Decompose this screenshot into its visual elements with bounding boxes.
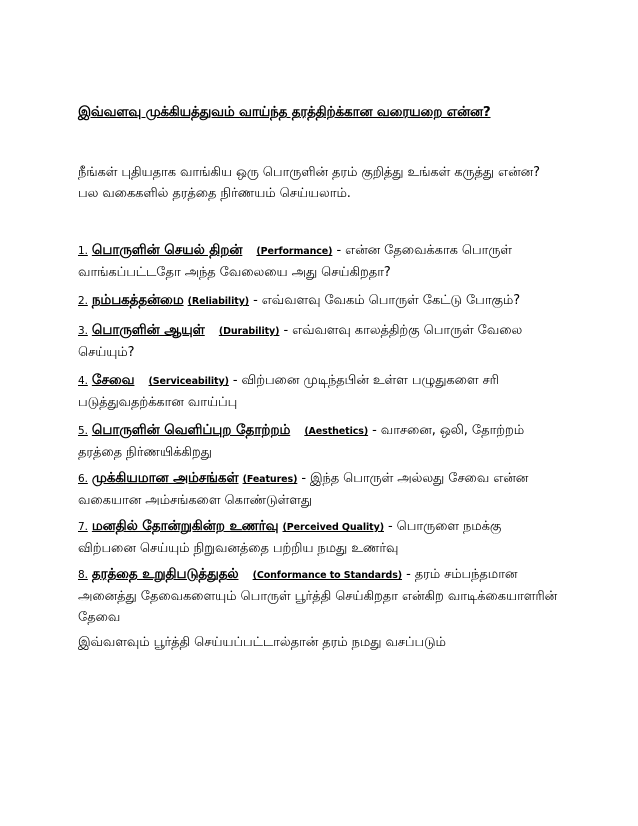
item-number: 3. — [78, 325, 88, 337]
item-separator: - — [336, 243, 342, 258]
item-english-term: (Reliability) — [187, 296, 250, 307]
list-item-conformance — [78, 564, 560, 628]
item-description: பொருளை நமக்கு விற்பனை செய்யும் நிறுவனத்தை பற்றிய நமது உணர்வு — [78, 519, 502, 556]
item-description: எவ்வளவு வேகம் பொருள் கேட்டு போகும்? — [261, 293, 521, 308]
item-number: 1. — [78, 245, 88, 257]
item-heading: முக்கியமான அம்சங்கள் — [91, 470, 239, 486]
item-english-term: (Aesthetics) — [304, 426, 369, 437]
list-item-durability — [78, 320, 560, 363]
list-item-features — [78, 468, 560, 511]
page-title: இவ்வளவு முக்கியத்துவம் வாய்ந்த தரத்திற்க்கான வரையறை என்ன? — [78, 104, 491, 120]
item-english-term: (Perceived Quality) — [282, 522, 384, 533]
closing-paragraph: இவ்வளவும் பூர்த்தி செய்யப்பட்டால்தான் தரம் நமது வசப்படும் — [78, 635, 446, 650]
item-separator: - — [232, 373, 238, 388]
item-separator: - — [253, 293, 258, 308]
item-heading: பொருளின் செயல் திறன் — [91, 242, 243, 258]
item-number: 7. — [78, 521, 88, 533]
item-description: இந்த பொருள் அல்லது சேவை என்ன வகையான அம்சங்களை கொண்டுள்ளது — [78, 471, 529, 508]
item-separator: - — [283, 323, 289, 338]
item-number: 5. — [78, 425, 88, 437]
item-description: என்ன தேவைக்காக பொருள் வாங்கப்பட்டதோ அந்த வேலையை அது செய்கிறதா? — [78, 243, 512, 280]
item-separator: - — [372, 423, 377, 438]
list-item-aesthetics — [78, 420, 560, 463]
list-item-reliability — [78, 290, 560, 312]
item-heading: பொருளின் ஆயுள் — [91, 322, 205, 338]
item-separator: - — [388, 519, 393, 534]
list-item-performance — [78, 240, 560, 283]
item-heading: சேவை — [91, 372, 135, 388]
item-number: 2. — [78, 295, 88, 307]
item-number: 6. — [78, 473, 88, 485]
item-heading: பொருளின் வெளிப்புற தோற்றம் — [91, 422, 291, 438]
item-separator: - — [301, 471, 306, 486]
item-english-term: (Serviceability) — [148, 376, 229, 387]
item-heading: நம்பகத்தன்மை — [91, 292, 184, 308]
item-description: வாசனை, ஒலி, தோற்றம் தரத்தை நிர்ணயிக்கிறது — [78, 423, 525, 460]
item-english-term: (Durability) — [218, 326, 280, 337]
list-item-serviceability — [78, 370, 560, 413]
item-number: 4. — [78, 375, 88, 387]
item-heading: மனதில் தோன்றுகின்ற உணர்வு — [91, 518, 279, 534]
item-description: தரம் சம்பந்தமான அனைத்து தேவைகளையும் பொருள் பூர்த்தி செய்கிறதா என்கிற வாடிக்கையாளரின் தேவை — [78, 567, 558, 625]
item-heading: தரத்தை உறுதிபடுத்துதல் — [91, 566, 239, 582]
item-english-term: (Conformance to Standards) — [252, 570, 403, 581]
item-english-term: (Performance) — [256, 246, 333, 257]
item-number: 8. — [78, 569, 88, 581]
list-item-perceived-quality — [78, 516, 560, 559]
item-english-term: (Features) — [242, 474, 298, 485]
item-separator: - — [406, 567, 411, 582]
item-description: எவ்வளவு காலத்திற்கு பொருள் வேலை செய்யும்? — [78, 323, 523, 360]
intro-paragraph: நீங்கள் புதியதாக வாங்கிய ஒரு பொருளின் தரம் குறித்து உங்கள் கருத்து என்ன? பல வகைகளில் தரத்தை நிர்ணயம் செய்யலாம். — [78, 165, 540, 201]
item-description: விற்பனை முடிந்தபின் உள்ள பழுதுகளை சரி படுத்துவதற்க்கான வாய்ப்பு — [78, 373, 499, 410]
